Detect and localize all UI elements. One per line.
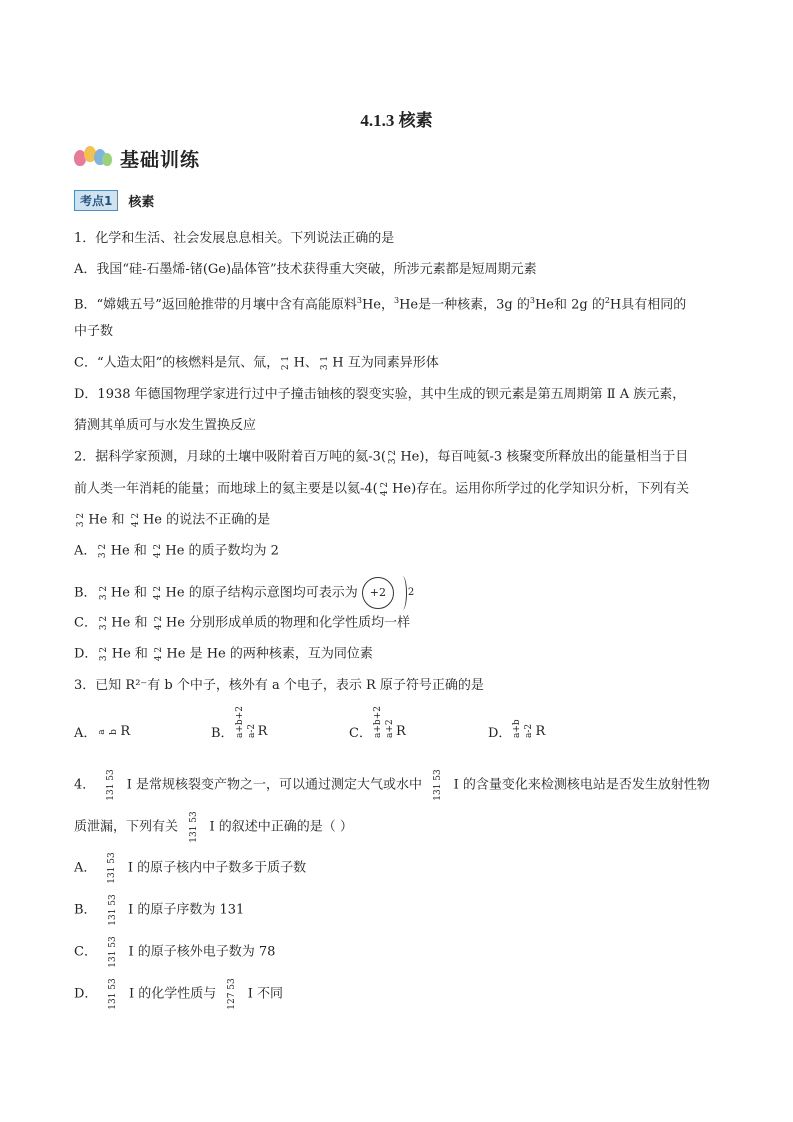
q3-stem: 3．已知 R²⁻有 b 个中子，核外有 a 个电子，表示 R 原子符号正确的是 xyxy=(74,678,484,693)
q1-option-d: D．1938 年德国物理学家进行过中子撞击铀核的裂变实验，其中生成的钡元素是第五周期第 Ⅱ A 族元素， xyxy=(74,387,686,402)
q1-stem: 1．化学和生活、社会发展息息相关。下列说法正确的是 xyxy=(74,231,395,246)
q2-stem-1: 2．据科学家预测，月球的土壤中吸附着百万吨的氦-3( 3 2 He)，每百吨氦-3 核聚变所释放出的能量相当于目 xyxy=(74,449,689,465)
q4-stem-1: 4． 131 53 I 是常规核裂变产物之一，可以通过测定大气或水中 131 53 I 的含量变化来检测核电站是否发生放射性物 xyxy=(74,769,710,801)
electron-shell-arc: 2 xyxy=(398,576,407,610)
q2-option-d: D． 3 2 He 和 4 2 He 是 He 的两种核素，互为同位素 xyxy=(74,646,373,662)
q3-option-a: A． a b R xyxy=(74,724,131,741)
q3-options xyxy=(74,705,574,746)
q4-option-c: C． 131 53 I 的原子核外电子数为 78 xyxy=(74,936,276,968)
page-title: 4.1.3 核素 xyxy=(360,111,433,130)
atom-structure-diagram xyxy=(362,576,415,610)
balloons-icon xyxy=(74,144,114,172)
q4-option-a: A． 131 53 I 的原子核内中子数多于质子数 xyxy=(74,852,307,884)
q3-option-b: B． a+b+2 a-2 R xyxy=(211,705,268,741)
q2-option-b: B． 3 2 He 和 4 2 He 的原子结构示意图均可表示为 +2 2 xyxy=(74,576,407,610)
banner-label: 基础训练 xyxy=(120,148,201,171)
q4-option-b: B． 131 53 I 的原子序数为 131 xyxy=(74,894,245,926)
nucleus-circle: +2 xyxy=(362,577,394,609)
section-banner xyxy=(74,142,200,174)
q3-option-c: C． a+b+2 a+2 R xyxy=(349,705,406,741)
kaodian-label: 核素 xyxy=(128,194,155,210)
q2-stem-2: 前人类一年消耗的能量；而地球上的氦主要是以氦-4( 4 2 He)存在。运用你所学过的化学知识分析，下列有关 xyxy=(74,481,690,497)
q1-option-d-cont: 猜测其单质可与水发生置换反应 xyxy=(74,418,257,433)
kaodian-badge: 考点1 xyxy=(74,190,118,211)
q4-stem-2: 质泄漏，下列有关 131 53 I 的叙述中正确的是（ ） xyxy=(74,811,353,843)
q1-option-b-cont: 中子数 xyxy=(74,324,114,339)
q1-option-a: A．我国“硅-石墨烯-锗(Ge)晶体管”技术获得重大突破，所涉元素都是短周期元素 xyxy=(74,262,537,277)
kaodian-header xyxy=(74,189,154,211)
q3-option-d: D． a+b a-2 R xyxy=(488,718,546,741)
q2-option-a: A． 3 2 He 和 4 2 He 的质子数均为 2 xyxy=(74,543,279,559)
q4-option-d: D． 131 53 I 的化学性质与 127 53 I 不同 xyxy=(74,978,283,1010)
q2-stem-3: 3 2 He 和 4 2 He 的说法不正确的是 xyxy=(76,512,271,528)
q2-option-c: C． 3 2 He 和 4 2 He 分别形成单质的物理和化学性质均一样 xyxy=(74,615,411,631)
q1-option-c: C．“人造太阳”的核燃料是氘、氚， 2 1 H、 3 1 H 互为同素异形体 xyxy=(74,355,439,371)
q1-option-b: B．“嫦娥五号”返回舱推带的月壤中含有高能原料$^3$He，$^3$He是一种核素，3g 的$^3$He和 2g 的$^2$H具有相同的 xyxy=(74,296,687,313)
